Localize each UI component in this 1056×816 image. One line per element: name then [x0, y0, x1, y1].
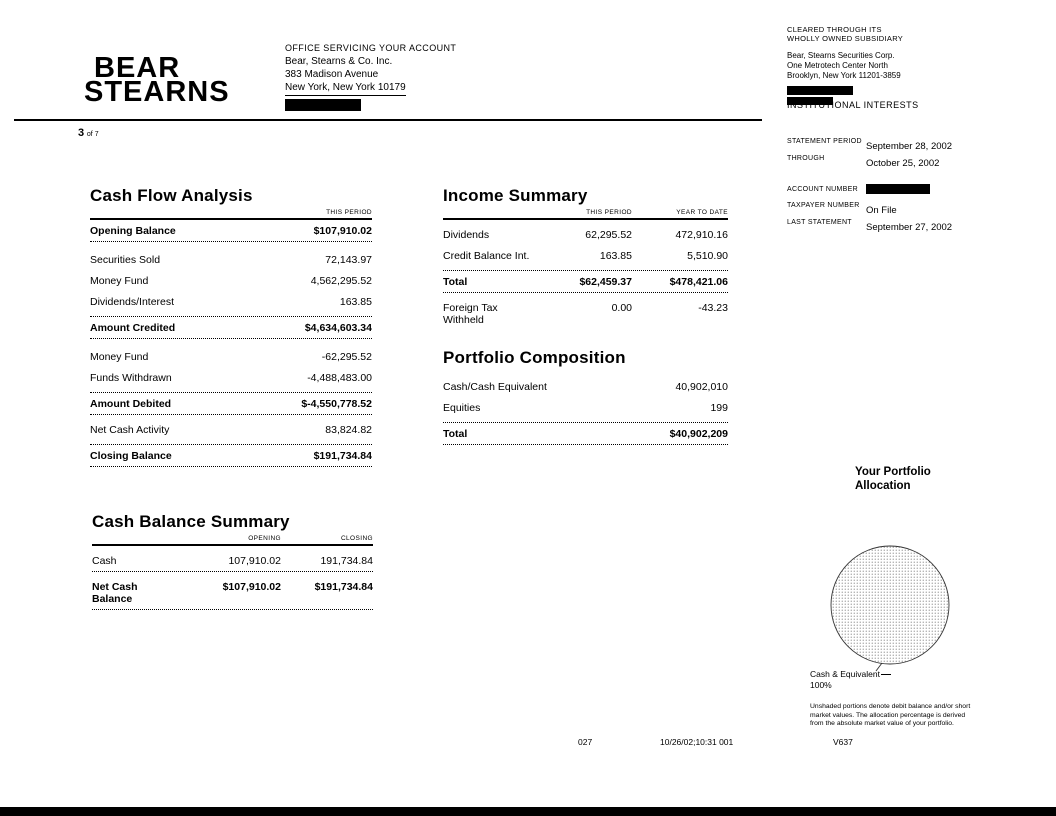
row-value: 163.85 — [599, 250, 632, 262]
portfolio-allocation-pie-chart — [826, 543, 956, 680]
pie-slice-label — [810, 669, 891, 691]
info-value: September 27, 2002 — [866, 222, 953, 233]
column-header: YEAR TO DATE — [676, 209, 728, 216]
column-header-row — [443, 209, 728, 220]
statement-info-row — [787, 153, 1017, 171]
account-number-redaction-bar — [866, 184, 930, 194]
row-value: 83,824.82 — [325, 424, 372, 436]
info-label: THROUGH — [787, 155, 825, 162]
logo-line2: STEARNS — [84, 76, 230, 109]
table-row — [92, 550, 373, 572]
table-row — [90, 291, 372, 312]
table-row — [443, 376, 728, 397]
row-value: 4,562,295.52 — [310, 275, 372, 287]
row-label: Money Fund — [90, 351, 149, 363]
row-value: $40,902,209 — [669, 428, 728, 440]
cleared-address-line: One Metrotech Center North — [787, 61, 888, 70]
column-header-row — [92, 535, 373, 546]
logo-line1: BEAR — [94, 52, 181, 84]
info-value: On File — [866, 205, 897, 216]
table-row — [92, 576, 373, 610]
office-line: 383 Madison Avenue — [285, 69, 379, 80]
footer-code-right: V637 — [833, 737, 853, 747]
section-title: Cash Flow Analysis — [90, 186, 253, 205]
cleared-address-line: Bear, Stearns Securities Corp. — [787, 51, 895, 60]
row-value: 163.85 — [339, 296, 372, 308]
section-title: Income Summary — [443, 186, 588, 205]
slice-label-text: Cash & Equivalent — [810, 669, 880, 679]
row-value: 5,510.90 — [687, 250, 728, 262]
table-row — [443, 224, 728, 245]
row-value: 62,295.52 — [585, 229, 632, 241]
cleared-small-line: CLEARED THROUGH ITS — [787, 25, 882, 34]
row-label: Cash — [92, 555, 117, 567]
row-value: 107,910.02 — [228, 555, 281, 567]
header-divider-rule — [14, 119, 762, 121]
page-number-of: of 7 — [86, 131, 99, 138]
statement-info-row — [787, 136, 1017, 154]
row-label: Total — [443, 428, 468, 440]
table-row — [90, 444, 372, 467]
office-line: Bear, Stearns & Co. Inc. — [285, 56, 393, 67]
cleared-address-line: Brooklyn, New York 11201-3859 — [787, 71, 901, 80]
row-value: 191,734.84 — [320, 555, 373, 567]
allocation-footnote: Unshaded portions denote debit balance and/or short market values. The allocation percentage is derived from the absolute market value of your portfolio. — [810, 703, 971, 728]
row-label: Credit Balance Int. — [443, 250, 530, 262]
row-value: -62,295.52 — [321, 351, 372, 363]
statement-info-row — [787, 217, 1017, 235]
footer-timestamp: 10/26/02;10:31 001 — [660, 737, 734, 747]
column-header: OPENING — [248, 535, 281, 542]
cash-flow-analysis-section — [90, 186, 372, 467]
row-value: $-4,550,778.52 — [301, 398, 372, 410]
table-row — [443, 297, 728, 330]
pie-chart-svg — [826, 543, 956, 675]
table-row — [90, 392, 372, 415]
table-row — [90, 220, 372, 242]
table-row — [443, 270, 728, 293]
bear-stearns-logo — [84, 52, 230, 109]
division-label: INSTITUTIONAL INTERESTS — [787, 100, 919, 110]
row-label: Securities Sold — [90, 254, 161, 266]
table-row — [90, 249, 372, 270]
info-value: October 25, 2002 — [866, 158, 940, 169]
portfolio-composition-section — [443, 348, 728, 445]
page-number — [78, 127, 99, 139]
row-value: $478,421.06 — [669, 276, 728, 288]
table-row — [443, 397, 728, 418]
slice-percent: 100% — [810, 680, 832, 690]
column-header: THIS PERIOD — [586, 209, 632, 216]
section-title: Portfolio Composition — [443, 348, 626, 367]
row-label: Opening Balance — [90, 225, 176, 237]
row-label: Amount Credited — [90, 322, 176, 334]
row-label: Amount Debited — [90, 398, 172, 410]
row-value: 40,902,010 — [675, 381, 728, 393]
column-header: CLOSING — [340, 535, 373, 542]
row-value: $191,734.84 — [314, 581, 373, 593]
row-value: -4,488,483.00 — [307, 372, 372, 384]
row-label: Closing Balance — [90, 450, 172, 462]
table-row — [90, 419, 372, 440]
table-row — [443, 422, 728, 445]
row-label: Net Cash Activity — [90, 424, 170, 436]
column-header-row — [90, 209, 372, 220]
row-label: Dividends — [443, 229, 490, 241]
row-value: 72,143.97 — [325, 254, 372, 266]
office-heading: OFFICE SERVICING YOUR ACCOUNT — [285, 43, 457, 53]
footer-code-left: 027 — [578, 737, 593, 747]
info-label: STATEMENT PERIOD — [787, 138, 862, 145]
section-title: Cash Balance Summary — [92, 512, 290, 531]
table-row — [443, 245, 728, 266]
row-value: $4,634,603.34 — [304, 322, 372, 334]
spacer — [92, 535, 179, 542]
row-value: $107,910.02 — [222, 581, 281, 593]
row-label: Foreign Tax Withheld — [443, 302, 498, 326]
table-row — [90, 346, 372, 367]
column-header: THIS PERIOD — [326, 209, 372, 216]
row-value: 472,910.16 — [675, 229, 728, 241]
row-label: Money Fund — [90, 275, 149, 287]
income-summary-section — [443, 186, 728, 330]
office-address-block — [285, 42, 456, 111]
office-line: New York, New York 10179 — [285, 81, 406, 96]
allocation-title-line1: Your Portfolio — [855, 466, 931, 478]
info-label: ACCOUNT NUMBER — [787, 186, 858, 193]
row-label: Funds Withdrawn — [90, 372, 172, 384]
leader-dash — [881, 674, 891, 675]
table-row — [90, 316, 372, 339]
cash-balance-summary-section — [92, 512, 373, 610]
info-label: TAXPAYER NUMBER — [787, 202, 860, 209]
statement-info-row — [787, 200, 1017, 218]
redaction-bar — [787, 86, 853, 95]
scan-edge-artifact — [0, 807, 1056, 816]
info-value: September 28, 2002 — [866, 141, 953, 152]
row-label: Net Cash Balance — [92, 581, 138, 605]
row-value: -43.23 — [698, 302, 728, 314]
table-row — [90, 270, 372, 291]
page-number-value: 3 — [78, 127, 85, 139]
row-value: $62,459.37 — [579, 276, 632, 288]
row-value: $107,910.02 — [313, 225, 372, 237]
cleared-small-line: WHOLLY OWNED SUBSIDIARY — [787, 34, 904, 43]
row-label: Total — [443, 276, 468, 288]
row-label: Cash/Cash Equivalent — [443, 381, 547, 393]
info-label: LAST STATEMENT — [787, 219, 852, 226]
clearing-firm-block — [787, 25, 903, 105]
allocation-title — [855, 465, 931, 493]
table-row — [90, 367, 372, 388]
row-value: $191,734.84 — [313, 450, 372, 462]
allocation-title-line2: Allocation — [855, 480, 911, 492]
spacer — [443, 209, 540, 216]
pie-slice-cash-equivalent — [831, 546, 949, 664]
row-label: Dividends/Interest — [90, 296, 175, 308]
row-value: 199 — [710, 402, 728, 414]
row-value: 0.00 — [611, 302, 632, 314]
redaction-bar — [285, 99, 361, 111]
row-label: Equities — [443, 402, 481, 414]
